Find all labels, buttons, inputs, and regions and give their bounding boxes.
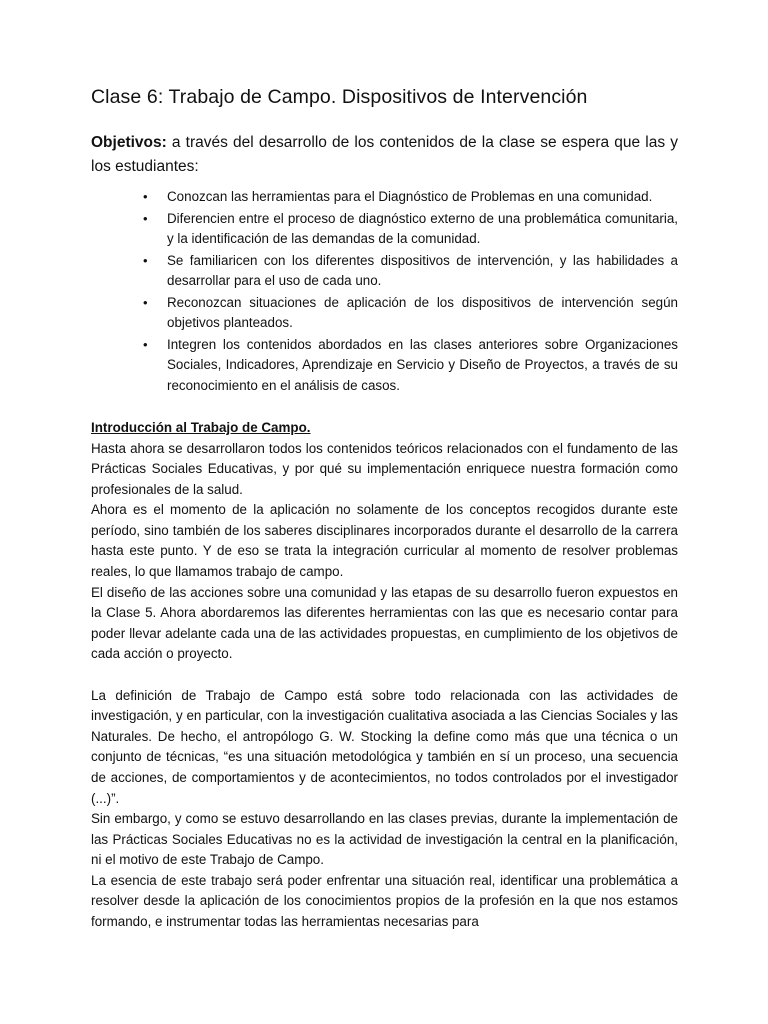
- objectives-list: [91, 187, 678, 396]
- objectives-text: a través del desarrollo de los contenidos de la clase se espera que las y los estudiantes:: [91, 134, 678, 175]
- document-title: Clase 6: Trabajo de Campo. Dispositivos de Intervención: [91, 86, 588, 108]
- objective-item: • Diferencien entre el proceso de diagnóstico externo de una problemática comunitaria, y la identificación de las demandas de la comunidad.: [167, 209, 678, 250]
- section-title: Introducción al Trabajo de Campo.: [91, 420, 311, 435]
- objective-item: • Integren los contenidos abordados en las clases anteriores sobre Organizaciones Sociales, Indicadores, Aprendizaje en Servicio y Diseño de Proyectos, a través de su reconocimiento en el análisis de casos.: [167, 335, 678, 397]
- body-paragraph: Ahora es el momento de la aplicación no solamente de los conceptos recogidos durante este período, sino también de los saberes disciplinares incorporados durante el desarrollo de la carrera hasta este punto. Y de eso se trata la integración curricular al momento de resolver problemas reales, lo que llamamos trabajo de campo.: [91, 502, 678, 580]
- objectives-label: Objetivos:: [91, 134, 167, 151]
- paragraph-gap: [91, 665, 678, 686]
- objective-item: • Reconozcan situaciones de aplicación de los dispositivos de intervención según objetivos planteados.: [167, 293, 678, 334]
- objective-item: • Se familiaricen con los diferentes dispositivos de intervención, y las habilidades a desarrollar para el uso de cada uno.: [167, 251, 678, 292]
- objectives-intro: [91, 131, 678, 179]
- body-paragraph: Hasta ahora se desarrollaron todos los contenidos teóricos relacionados con el fundamento de las Prácticas Sociales Educativas, y por qué su implementación enriquece nuestra formación como profesionales de la salud.: [91, 440, 678, 497]
- body-paragraph: La esencia de este trabajo será poder enfrentar una situación real, identificar una problemática a resolver desde la aplicación de los conocimientos propios de la profesión en la que nos estamos formando, e instrumentar todas las herramientas necesarias para: [91, 872, 678, 930]
- body-paragraph: El diseño de las acciones sobre una comunidad y las etapas de su desarrollo fueron expuestos en la Clase 5. Ahora abordaremos las diferentes herramientas con las que es necesario contar para poder llevar adelante cada una de las actividades propuestas, en cumplimiento de los objetivos de cada acción o proyecto.: [91, 584, 678, 662]
- body-paragraph: La definición de Trabajo de Campo está sobre todo relacionada con las actividades de investigación, y en particular, con la investigación cualitativa asociada a las Ciencias Sociales y las Naturales. De hecho, el antropólogo G. W. Stocking la define como más que una técnica o un conjunto de técnicas, “es una situación metodológica y también en sí un proceso, una secuencia de acciones, de comportamientos y de acontecimientos, no todos controlados por el investigador (...)”.: [91, 687, 678, 806]
- objective-item: • Conozcan las herramientas para el Diagnóstico de Problemas en una comunidad.: [167, 187, 678, 208]
- body-paragraph: Sin embargo, y como se estuvo desarrollando en las clases previas, durante la implementación de las Prácticas Sociales Educativas no es la actividad de investigación la central en la planificación, ni el motivo de este Trabajo de Campo.: [91, 811, 678, 868]
